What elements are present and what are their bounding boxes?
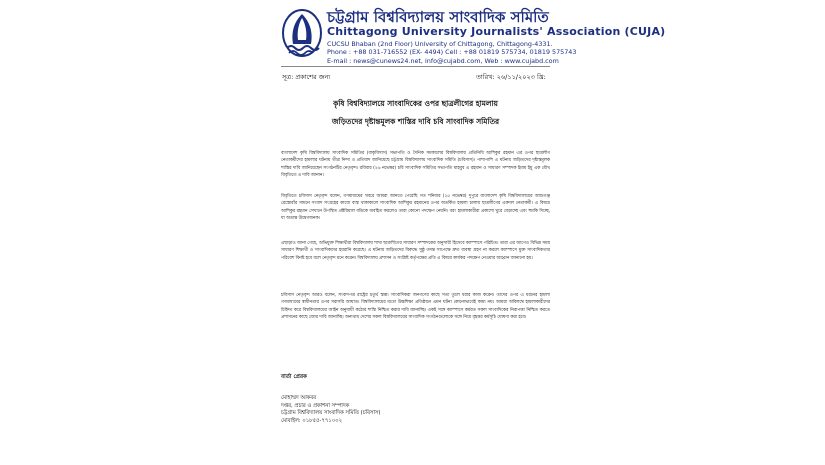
address-block [327, 40, 576, 65]
signatory-name: মোহাম্মদ আকবর [281, 395, 317, 401]
signatory-phone: মোবাইল: ০১৮৫৫-৭৭১০০২ [281, 417, 343, 424]
sender-label: বার্তা প্রেরক [281, 374, 307, 380]
date-label: তারিখ: ২৬/১১/২০২৩ খ্রি: [476, 73, 546, 81]
signature-block [281, 395, 381, 425]
body-paragraph-4: চবিসাস নেতৃবৃন্দ আরও বলেন, সংবাদপত্র রাষ্ট্রের চতুর্থ স্তম্ভ। সাংবাদিকরা জনগণের কাছে সত্য তুলে ধরার কাজ করেন। তাদের ওপর এ ধরনের হামলা গণমাধ্যমের স্বাধীনতার ওপর সরাসরি আঘাত। বিশ্ববিদ্যালয়ের মতো উচ্চশিক্ষা প্রতিষ্ঠানে এমন ঘটনা কোনোভাবেই কাম্য নয়। আমরা অবিলম্বে হামলাকারীদের চিহ্নিত করে বিশ্ববিদ্যালয়ের আইন অনুযায়ী কঠোর শাস্তি নিশ্চিত করার দাবি জানাচ্ছি। একই সঙ্গে ক্যাম্পাসে কর্মরত সকল সাংবাদিকের নিরাপত্তা নিশ্চিত করতে প্রশাসনের কাছে জোর দাবি জানাচ্ছি। অন্যথায় দেশের সকল বিশ্ববিদ্যালয়ের সাংবাদিক সংগঠনগুলোকে সঙ্গে নিয়ে বৃহত্তর কর্মসূচি ঘোষণা করা হবে। [281, 293, 550, 320]
org-name-english: Chittagong University Journalists' Association (CUJA) [327, 25, 666, 38]
headline-line-2: জড়িতদের দৃষ্টান্তমূলক শাস্তির দাবি চবি সাংবাদিক সমিতির [331, 117, 500, 126]
body-paragraph-2: বিবৃতিতে চবিসাস নেতৃবৃন্দ বলেন, গণমাধ্যমের খবরে আমরা জানতে পেরেছি গত শনিবার (২৫ নভেম্বর) দুপুরে বাংলাদেশ কৃষি বিশ্ববিদ্যালয়ের আশুগঞ্জ রেস্তোরাঁর সামনে সংবাদ সংগ্রহের কাজে ব্যস্ত থাকাকালে সাংবাদিক আশিকুর রহমানের ওপর অতর্কিত হামলা চালায় ছাত্রলীগের একদল নেতাকর্মী। এ বিষয়ে আশিকুর রহমান সেখানে উপস্থিত প্রক্টরিয়াল বডিকে অবহিত করলেও তারা কোনো পদক্ষেপ নেয়নি। বরং হামলাকারীরা প্রকাশ্যে ঘুরে বেড়াচ্ছে এবং হুমকি দিচ্ছে, যা অত্যন্ত উদ্বেগজনক। [281, 194, 550, 221]
headline-line-1: কৃষি বিশ্ববিদ্যালয়ে সাংবাদিকের ওপর ছাত্রলীগের হামলায় [333, 99, 498, 108]
email-line: E-mail : news@cunews24.net, info@cujabd.com, Web : www.cujabd.com [327, 56, 559, 65]
signatory-org: চট্টগ্রাম বিশ্ববিদ্যালয় সাংবাদিক সমিতি (চবিসাস) [281, 410, 381, 417]
address-line: CUCSU Bhaban (2nd Floor) University of Chittagong, Chittagong-4331. [327, 40, 553, 48]
cuja-logo-icon [281, 8, 323, 58]
phone-line: Phone : +88 031-716552 (EX- 4494) Cell : +88 01819 575734, 01819 575743 [327, 48, 577, 57]
reference-label: সূত্র: প্রকাশের জন্য [282, 73, 331, 81]
signatory-role: দপ্তর, প্রচার ও প্রকাশনা সম্পাদক [281, 402, 350, 409]
body-paragraph-1: বাংলাদেশ কৃষি বিশ্ববিদ্যালয় সাংবাদিক সমিতির (বাকৃবিসাস) সভাপতি ও দৈনিক সমকালের বিশ্ববিদ্যালয় প্রতিনিধি আশিকুর রহমান এর ওপর ছাত্রলীগ নেতাকর্মীদের হামলার ঘটনায় তীব্র নিন্দা ও প্রতিবাদ জানিয়েছে চট্টগ্রাম বিশ্ববিদ্যালয় সাংবাদিক সমিতি (চবিসাস)। পাশাপাশি এ ঘটনায় জড়িতদের দৃষ্টান্তমূলক শাস্তির দাবি জানিয়েছেন সংগঠনটির নেতৃবৃন্দ। রবিবার (২৬ নভেম্বর) চবি সাংবাদিক সমিতির সভাপতি মাহবুব এ রহমান ও সাধারণ সম্পাদক ইমাম ইমু এক যৌথ বিবৃতিতে এ দাবি জানান। [281, 151, 550, 178]
header-divider [281, 66, 550, 67]
org-name-bangla: চট্টগ্রাম বিশ্ববিদ্যালয় সাংবাদিক সমিতি [327, 8, 549, 26]
body-paragraph-3: এছাড়াও জানা গেছে, অভিযুক্ত শিক্ষার্থীরা বিশ্ববিদ্যালয় শাখা ছাত্রলীগের সাধারণ সম্পাদকের অনুসারী হিসেবে ক্যাম্পাসে পরিচিত। তারা এর আগেও বিভিন্ন সময় সাধারণ শিক্ষার্থী ও সাংবাদিকদের হয়রানি করেছে। এ ঘটনায় জড়িতদের বিরুদ্ধে সুষ্ঠু তদন্ত সাপেক্ষে দ্রুত ব্যবস্থা গ্রহণ না করলে ক্যাম্পাসে মুক্ত সাংবাদিকতার পরিবেশ বিনষ্ট হবে বলে নেতৃবৃন্দ মনে করেন। বিশ্ববিদ্যালয় প্রশাসন ও সংশ্লিষ্ট কর্তৃপক্ষের প্রতি এ বিষয়ে কার্যকর পদক্ষেপ নেওয়ার আহ্বান জানানো হয়। [281, 241, 550, 261]
